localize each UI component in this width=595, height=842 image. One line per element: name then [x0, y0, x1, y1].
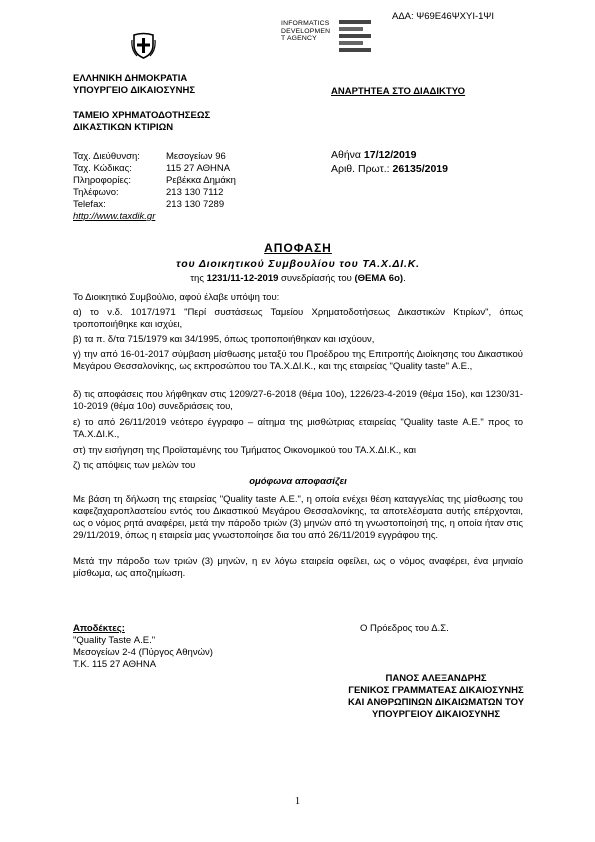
decision-subtitle: του Διοικητικού Συμβουλίου του ΤΑ.Χ.ΔΙ.Κ. — [176, 258, 420, 270]
recipient-address: Μεσογείων 2-4 (Πύργος Αθηνών) — [73, 647, 213, 658]
signatory-title-3: ΥΠΟΥΡΓΕΙΟΥ ΔΙΚΑΙΟΣΥΝΗΣ — [371, 709, 501, 720]
contact-value-info: Ρεβέκκα Δημάκη — [166, 175, 236, 186]
document-date: 17/12/2019 — [363, 149, 417, 161]
publish-notice: ΑΝΑΡΤΗΤΕΑ ΣΤΟ ΔΙΑΔΙΚΤΥΟ — [331, 86, 466, 97]
signatory-name: ΠΑΝΟΣ ΑΛΕΞΑΝΔΡΗΣ — [385, 673, 487, 684]
signatory-role: Ο Πρόεδρος του Δ.Σ. — [360, 623, 449, 634]
consideration-z: ζ) τις απόψεις των μελών του — [73, 460, 196, 471]
recipients-label: Αποδέκτες: — [73, 623, 125, 634]
protocol-number: 26135/2019 — [392, 163, 448, 175]
consideration-d: δ) τις αποφάσεις που λήφθηκαν στις 1209/27-6-2018 (θέμα 10ο), 1226/23-4-2019 (θέμα 15ο), και 1230/31-10-2019 (θέμα 10ο) συνεδριάσεις του, — [73, 389, 523, 412]
contact-label-phone: Τηλέφωνο: — [73, 187, 119, 198]
contact-label-postcode: Ταχ. Κώδικας: — [73, 163, 132, 174]
unanimous-decision-heading: ομόφωνα αποφασίζει — [249, 476, 347, 487]
consideration-b: β) τα π. δ/τα 715/1979 και 34/1995, όπως τροποποιήθηκαν και ισχύουν, — [73, 334, 375, 345]
fund-name-line2: ΔΙΚΑΣΤΙΚΩΝ ΚΤΙΡΙΩΝ — [73, 122, 174, 133]
decision-paragraph-2: Μετά την πάροδο των τριών (3) μηνών, η εν λόγω εταιρεία οφείλει, ως ο νόμος αναφέρει, ένα μηνιαίο μίσθωμα, ως αποζημίωση. — [73, 556, 523, 579]
decision-paragraph-1: Με βάση τη δήλωση της εταιρείας "Quality taste Α.Ε.", η οποία ενέχει θέση καταγγελίας της μίσθωσης του καφεζαχαροπλαστείου εντός του Δικαστικού Μεγάρου Θεσσαλονίκης, τα αποτελέσματα αυτής επέρχονται, ως ο νόμος ρητά αναφέρει, μετά την πάροδο τριών (3) μηνών από τη γνωστοποίησή της, η οποία ήταν στις 29/11/2019, όπως η εταιρεία μας γνωστοποίησε δια του από 26/11/2019 εγγράφου της. — [73, 494, 523, 541]
website-link[interactable]: http://www.taxdik.gr — [73, 211, 156, 222]
decision-session: της 1231/11-12-2019 συνεδρίασής του (ΘΕΜΑ 6ο). — [190, 273, 406, 284]
consideration-c: γ) την από 16-01-2017 σύμβαση μίσθωσης μεταξύ του Προέδρου της Επιτροπής Διοίκησης του Δικαστικού Μεγάρου Θεσσαλονίκης, ως εκπροσώπου του ΤΑ.Χ.ΔΙ.Κ., και της εταιρείας "Quality taste" Α.Ε., — [73, 349, 523, 372]
fund-name-line1: ΤΑΜΕΙΟ ΧΡΗΜΑΤΟΔΟΤΗΣΕΩΣ — [73, 110, 211, 121]
idika-logo-icon — [339, 20, 381, 55]
recipient-postal-code: Τ.Κ. 115 27 ΑΘΗΝΑ — [73, 659, 157, 670]
greek-emblem-icon — [131, 32, 156, 59]
consideration-e: ε) το από 26/11/2019 νεότερο έγγραφο – αίτημα της μισθώτριας εταιρείας "Quality taste Α.Ε." προς το ΤΑ.Χ.ΔΙ.Κ., — [73, 417, 523, 440]
consideration-st: στ) την εισήγηση της Προϊσταμένης του Τμήματος Οικονομικού του ΤΑ.Χ.ΔΙ.Κ., και — [73, 445, 417, 456]
consideration-a: α) το ν.δ. 1017/1971 "Περί συστάσεως Ταμείου Χρηματοδοτήσεως Δικαστικών Κτιρίων", όπως τροποποιήθηκε και ισχύει, — [73, 307, 523, 330]
signatory-title-2: ΚΑΙ ΑΝΘΡΩΠΙΝΩΝ ΔΙΚΑΙΩΜΑΤΩΝ ΤΟΥ — [347, 697, 525, 708]
body-intro: Το Διοικητικό Συμβούλιο, αφού έλαβε υπόψη του: — [73, 292, 280, 303]
contact-value-postcode: 115 27 ΑΘΗΝΑ — [166, 163, 231, 174]
recipient-name: "Quality Taste Α.Ε." — [73, 635, 156, 646]
contact-value-address: Μεσογείων 96 — [166, 151, 226, 162]
republic-heading: ΕΛΛΗΝΙΚΗ ΔΗΜΟΚΡΑΤΙΑ — [73, 73, 188, 84]
decision-title: ΑΠΟΦΑΣΗ — [264, 241, 332, 255]
contact-value-fax: 213 130 7289 — [166, 199, 225, 210]
contact-value-phone: 213 130 7112 — [166, 187, 224, 198]
idika-logo-text: INFORMATICS DEVELOPMEN T AGENCY — [281, 20, 331, 43]
ada-code: ΑΔΑ: Ψ69Ε46ΨΧΥΙ-1ΨΙ — [392, 11, 494, 22]
date-line: Αθήνα 17/12/2019 — [331, 149, 417, 161]
signatory-title-1: ΓΕΝΙΚΟΣ ΓΡΑΜΜΑΤΕΑΣ ΔΙΚΑΙΟΣΥΝΗΣ — [348, 685, 524, 696]
contact-label-address: Ταχ. Διεύθυνση: — [73, 151, 140, 162]
contact-label-fax: Telefax: — [73, 199, 106, 210]
protocol-line: Αριθ. Πρωτ.: 26135/2019 — [331, 163, 448, 175]
page-number: 1 — [294, 796, 301, 807]
ministry-heading: ΥΠΟΥΡΓΕΙΟ ΔΙΚΑΙΟΣΥΝΗΣ — [73, 85, 196, 96]
contact-label-info: Πληροφορίες: — [73, 175, 131, 186]
